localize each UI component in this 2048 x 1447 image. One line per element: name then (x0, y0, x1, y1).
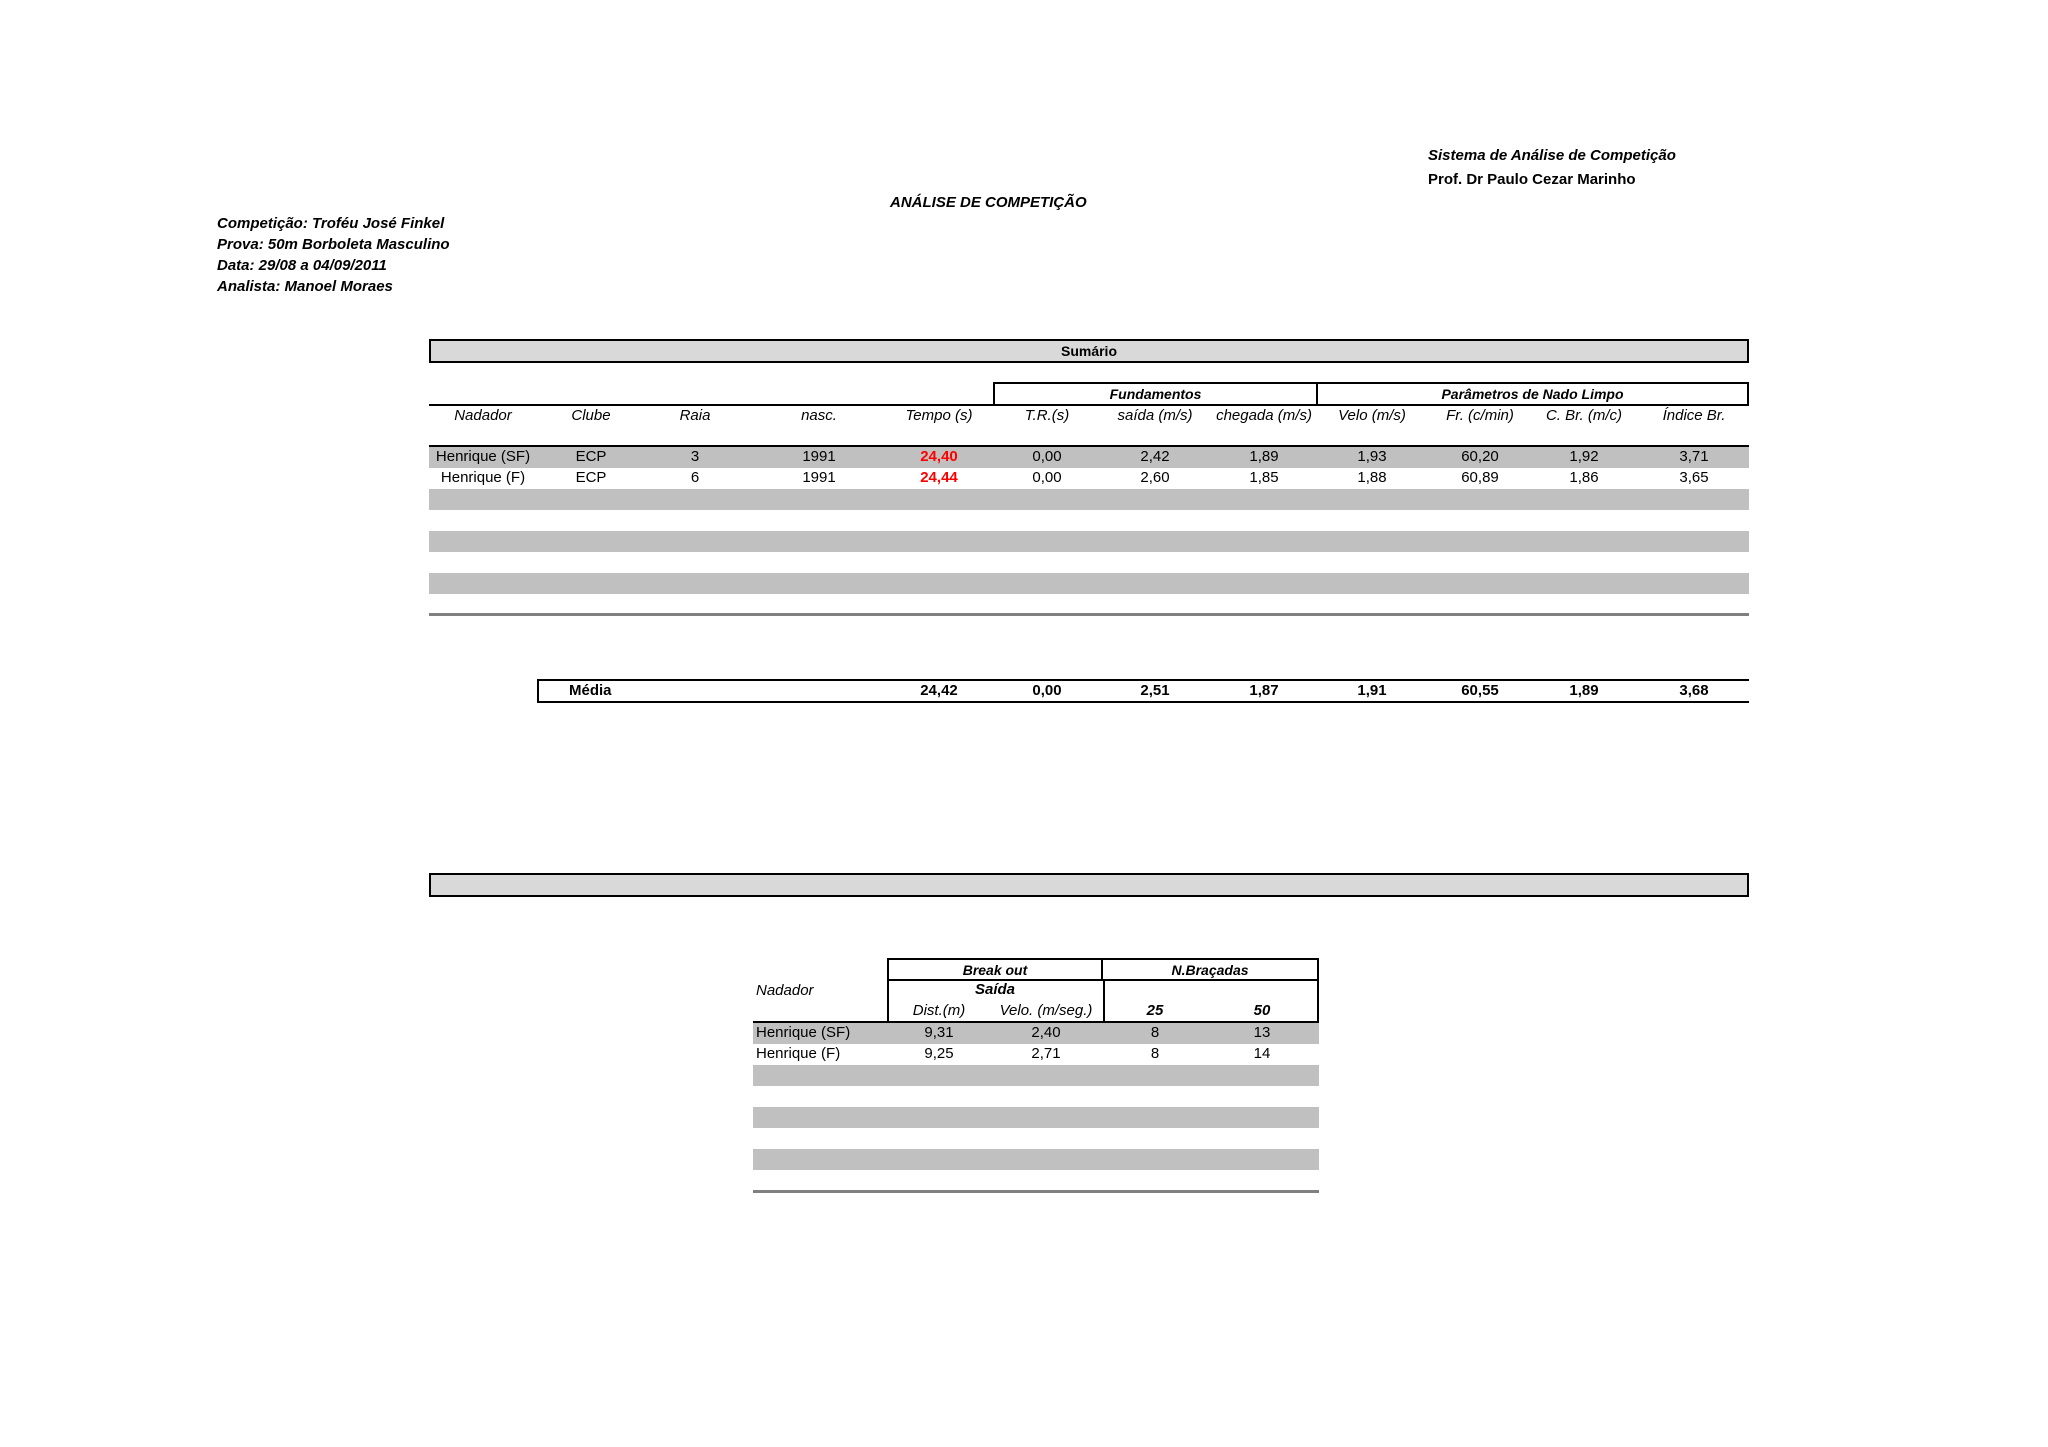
table-bottom-line (429, 613, 1749, 616)
summary-title-bar (429, 339, 1749, 363)
row-band (429, 573, 1749, 594)
cell-raia: 3 (690, 448, 700, 465)
cell-tempo: 24,44 (920, 469, 958, 486)
col-chegada: chegada (m/s) (1216, 407, 1312, 424)
breakout-col-nadador: Nadador (756, 982, 814, 999)
group-bracadas: N.Braçadas (1103, 958, 1319, 980)
cell-clube: ECP (575, 448, 607, 465)
breakout-cell-25: 8 (1150, 1045, 1160, 1062)
group-fundamentos: Fundamentos (993, 382, 1318, 405)
breakout-col-velo: Velo. (m/seg.) (999, 1002, 1093, 1019)
col-nadador: Nadador (454, 407, 512, 424)
breakout-cell-nadador: Henrique (F) (756, 1045, 841, 1062)
row-band (753, 1149, 1319, 1170)
media-chegada: 1,87 (1249, 682, 1279, 699)
cell-nasc: 1991 (802, 448, 836, 465)
row-band (753, 1107, 1319, 1128)
col-clube: Clube (571, 407, 611, 424)
cell-tr: 0,00 (1032, 469, 1062, 486)
analyst-label: Analista: Manoel Moraes (217, 278, 393, 295)
group-breakout: Break out (887, 958, 1103, 980)
cell-fr: 60,89 (1461, 469, 1499, 486)
date-label: Data: 29/08 a 04/09/2011 (217, 257, 387, 274)
cell-velo: 1,88 (1357, 469, 1387, 486)
media-label: Média (569, 682, 612, 699)
cell-indice: 3,71 (1679, 448, 1709, 465)
cell-raia: 6 (690, 469, 700, 486)
breakout-sub-saida: Saída (974, 981, 1016, 998)
media-tr: 0,00 (1032, 682, 1062, 699)
media-velo: 1,91 (1357, 682, 1387, 699)
breakout-cell-25: 8 (1150, 1024, 1160, 1041)
media-fr: 60,55 (1461, 682, 1499, 699)
competition-label: Competição: Troféu José Finkel (217, 215, 445, 232)
summary-title: Sumário (1060, 343, 1117, 359)
col-fr: Fr. (c/min) (1446, 407, 1514, 424)
breakout-cell-nadador: Henrique (SF) (756, 1024, 851, 1041)
cell-fr: 60,20 (1461, 448, 1499, 465)
breakout-col-25: 25 (1146, 1002, 1164, 1019)
professor-name: Prof. Dr Paulo Cezar Marinho (1428, 171, 1636, 188)
breakout-col-50: 50 (1253, 1002, 1271, 1019)
col-tempo: Tempo (s) (905, 407, 973, 424)
col-raia: Raia (679, 407, 711, 424)
row-band (429, 531, 1749, 552)
cell-clube: ECP (575, 469, 607, 486)
cell-tempo: 24,40 (920, 448, 958, 465)
cell-nadador: Henrique (F) (440, 469, 526, 486)
cell-velo: 1,93 (1357, 448, 1387, 465)
cell-chegada: 1,89 (1249, 448, 1279, 465)
breakout-cell-dist: 9,25 (924, 1045, 954, 1062)
event-label: Prova: 50m Borboleta Masculino (217, 236, 450, 253)
header-divider (429, 404, 1749, 406)
group-parametros: Parâmetros de Nado Limpo (1318, 382, 1749, 405)
breakout-cell-velo: 2,71 (1031, 1045, 1061, 1062)
media-cbr: 1,89 (1569, 682, 1599, 699)
row-band (429, 489, 1749, 510)
cell-cbr: 1,92 (1569, 448, 1599, 465)
breakout-cell-velo: 2,40 (1031, 1024, 1061, 1041)
cell-nadador: Henrique (SF) (435, 448, 531, 465)
breakout-bottom-line (753, 1190, 1319, 1193)
cell-chegada: 1,85 (1249, 469, 1279, 486)
cell-saida: 2,42 (1140, 448, 1170, 465)
media-tempo: 24,42 (920, 682, 958, 699)
cell-saida: 2,60 (1140, 469, 1170, 486)
section-bar (429, 873, 1749, 897)
col-cbr: C. Br. (m/c) (1545, 407, 1623, 424)
col-velo: Velo (m/s) (1338, 407, 1406, 424)
media-indice: 3,68 (1679, 682, 1709, 699)
row-band (753, 1065, 1319, 1086)
cell-cbr: 1,86 (1569, 469, 1599, 486)
breakout-col-dist: Dist.(m) (912, 1002, 966, 1019)
cell-indice: 3,65 (1679, 469, 1709, 486)
breakout-cell-50: 14 (1253, 1045, 1271, 1062)
breakout-cell-dist: 9,31 (924, 1024, 954, 1041)
table-top-line (429, 445, 1749, 447)
page-title: ANÁLISE DE COMPETIÇÃO (890, 194, 1087, 211)
col-nasc: nasc. (801, 407, 837, 424)
col-tr: T.R.(s) (1024, 407, 1070, 424)
system-name: Sistema de Análise de Competição (1428, 147, 1676, 164)
breakout-cell-50: 13 (1253, 1024, 1271, 1041)
cell-nasc: 1991 (802, 469, 836, 486)
media-saida: 2,51 (1140, 682, 1170, 699)
cell-tr: 0,00 (1032, 448, 1062, 465)
col-saida: saída (m/s) (1117, 407, 1193, 424)
col-indice: Índice Br. (1662, 407, 1726, 424)
